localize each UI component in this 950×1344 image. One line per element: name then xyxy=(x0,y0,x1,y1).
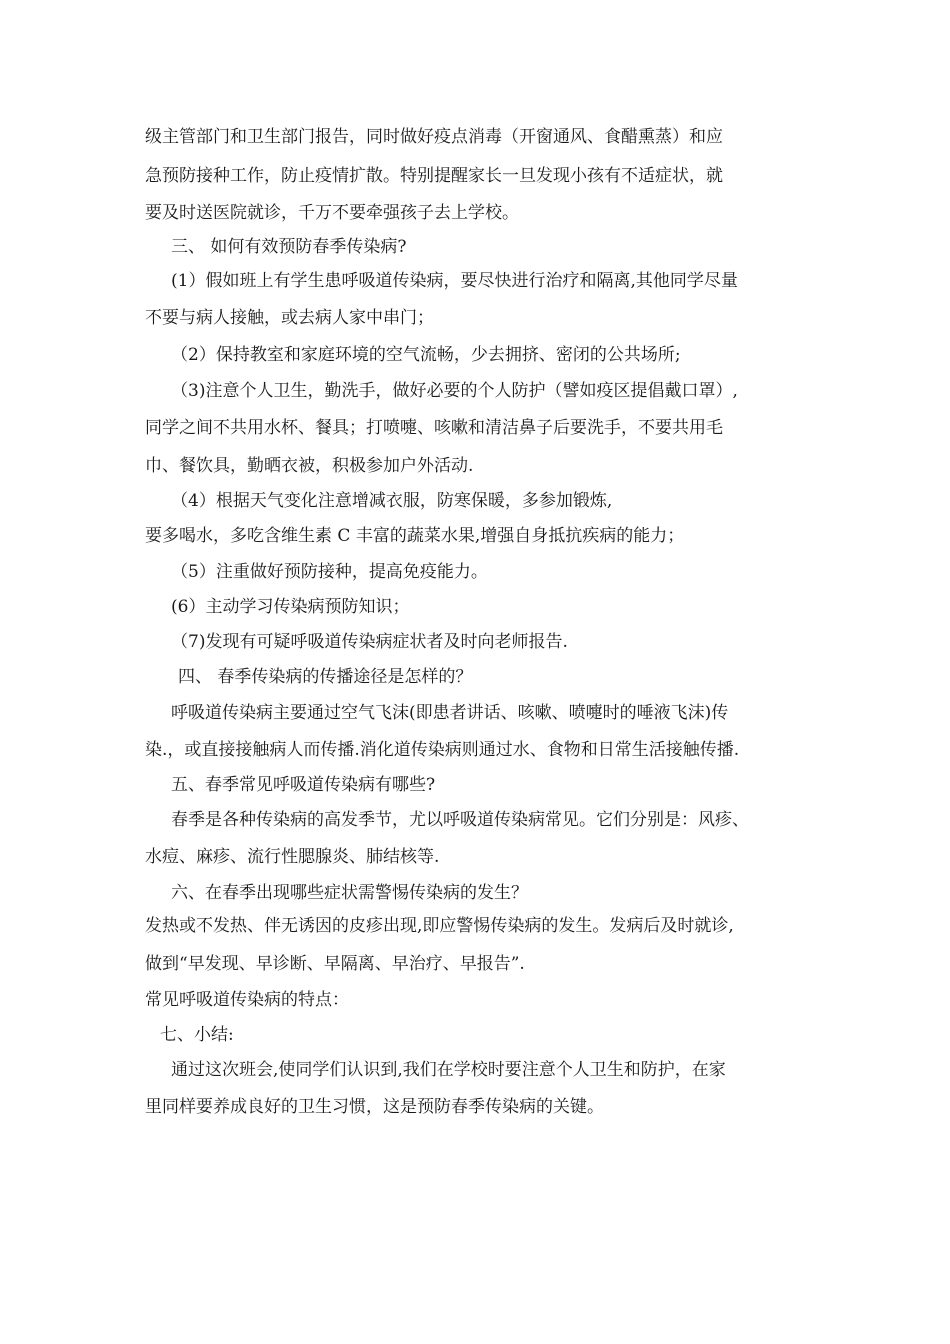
paragraph-line: 要及时送医院就诊，千万不要牵强孩子去上学校。 xyxy=(145,203,519,223)
section-heading-4: 四、 春季传染病的传播途径是怎样的？ xyxy=(178,667,473,687)
paragraph-line: （2）保持教室和家庭环境的空气流畅，少去拥挤、密闭的公共场所; xyxy=(171,345,681,365)
paragraph-line: （7)发现有可疑呼吸道传染病症状者及时向老师报告. xyxy=(171,632,568,652)
paragraph-line: (6）主动学习传染病预防知识； xyxy=(171,597,410,617)
paragraph-line: 做到“早发现、早诊断、早隔离、早治疗、早报告”. xyxy=(145,954,525,974)
paragraph-line: 发热或不发热、伴无诱因的皮疹出现,即应警惕传染病的发生。发病后及时就诊, xyxy=(145,916,734,936)
section-heading-6: 六、在春季出现哪些症状需警惕传染病的发生？ xyxy=(171,883,528,903)
paragraph-line: (1）假如班上有学生患呼吸道传染病，要尽快进行治疗和隔离,其他同学尽量 xyxy=(171,271,738,291)
section-heading-5: 五、春季常见呼吸道传染病有哪些? xyxy=(171,775,436,795)
paragraph-line: 不要与病人接触，或去病人家中串门； xyxy=(145,308,434,328)
paragraph-line: （4）根据天气变化注意增减衣服，防寒保暖，多参加锻炼, xyxy=(171,491,613,511)
section-heading-7: 七、小结: xyxy=(160,1025,234,1045)
paragraph-line: 水痘、麻疹、流行性腮腺炎、肺结核等. xyxy=(145,847,440,867)
paragraph-line: 巾、餐饮具，勤晒衣被，积极参加户外活动. xyxy=(145,456,474,476)
paragraph-line: 常见呼吸道传染病的特点： xyxy=(145,990,349,1010)
paragraph-line: 通过这次班会,使同学们认识到,我们在学校时要注意个人卫生和防护，在家 xyxy=(171,1060,726,1080)
paragraph-line: 呼吸道传染病主要通过空气飞沫(即患者讲话、咳嗽、喷嚏时的唾液飞沫)传 xyxy=(171,703,729,723)
paragraph-line: 染.，或直接接触病人而传播.消化道传染病则通过水、食物和日常生活接触传播. xyxy=(145,740,740,760)
paragraph-line: 级主管部门和卫生部门报告，同时做好疫点消毒（开窗通风、食醋熏蒸）和应 xyxy=(145,127,723,147)
paragraph-line: 急预防接种工作，防止疫情扩散。特别提醒家长一旦发现小孩有不适症状，就 xyxy=(145,166,723,186)
paragraph-line: 春季是各种传染病的高发季节，尤以呼吸道传染病常见。它们分别是：风疹、 xyxy=(171,810,749,830)
paragraph-line: 同学之间不共用水杯、餐具；打喷嚏、咳嗽和清洁鼻子后要洗手，不要共用毛 xyxy=(145,418,723,438)
paragraph-line: 里同样要养成良好的卫生习惯，这是预防春季传染病的关键。 xyxy=(145,1097,604,1117)
paragraph-line: 要多喝水，多吃含维生素 C 丰富的蔬菜水果,增强自身抵抗疾病的能力； xyxy=(145,526,685,546)
paragraph-line: （5）注重做好预防接种，提高免疫能力。 xyxy=(171,562,488,582)
paragraph-line: （3)注意个人卫生，勤洗手，做好必要的个人防护（譬如疫区提倡戴口罩）, xyxy=(171,381,738,401)
section-heading-3: 三、 如何有效预防春季传染病? xyxy=(171,237,407,257)
